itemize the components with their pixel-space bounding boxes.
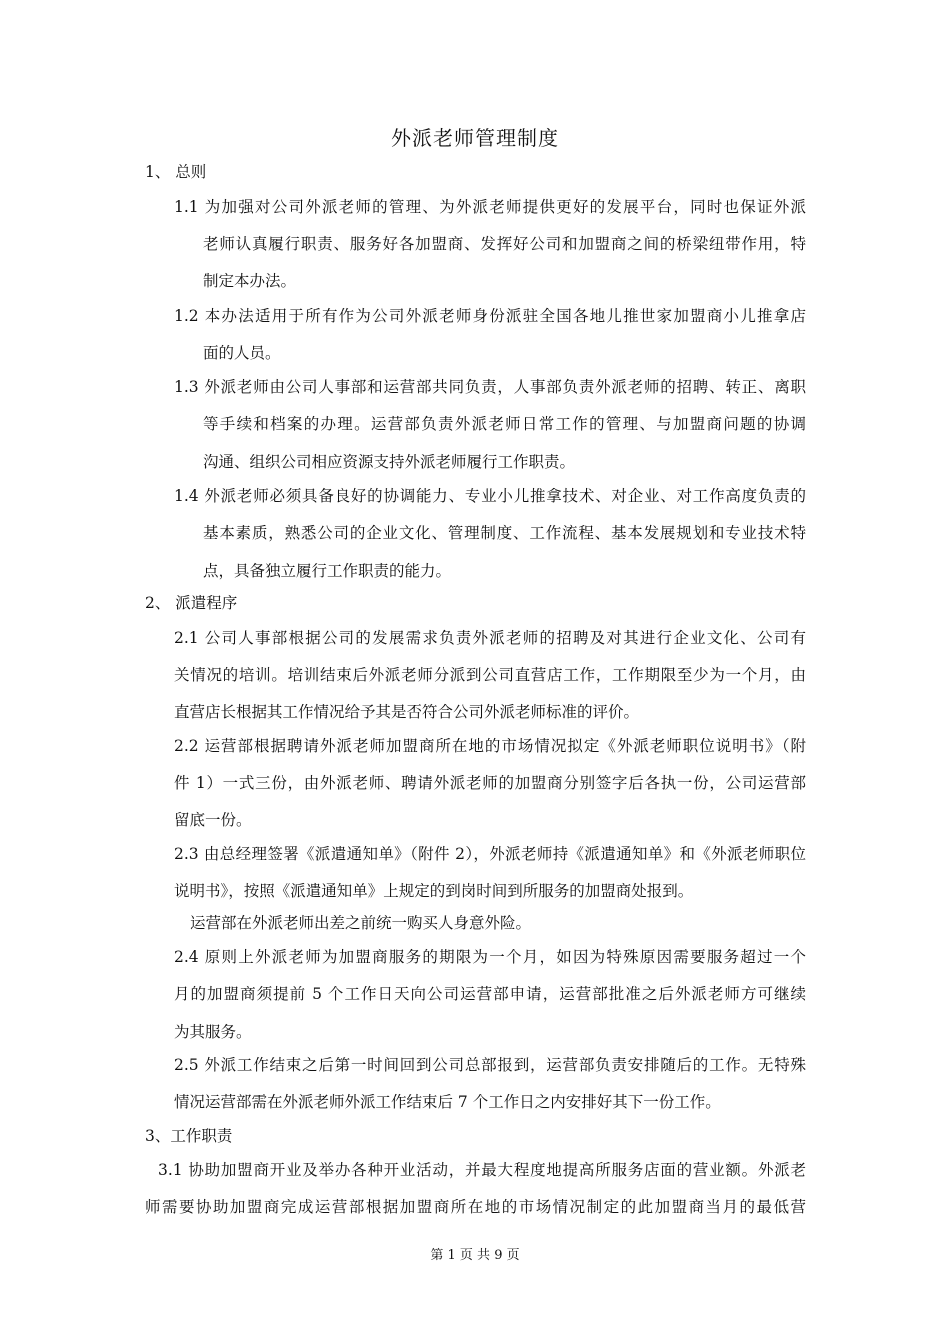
- paragraph-line: 沟通、组织公司相应资源支持外派老师履行工作职责。: [203, 453, 576, 471]
- paragraph-line: 运营部在外派老师出差之前统一购买人身意外险。: [190, 914, 532, 932]
- paragraph-line: 面的人员。: [203, 344, 281, 362]
- paragraph-line: 2.3 由总经理签署《派遣通知单》（附件 2），外派老师持《派遣通知单》和《外派老师职位: [174, 845, 806, 863]
- page-title: 外派老师管理制度: [391, 126, 559, 150]
- paragraph-line: 等手续和档案的办理。运营部负责外派老师日常工作的管理、与加盟商问题的协调: [203, 415, 806, 433]
- paragraph-line: 为其服务。: [174, 1023, 252, 1041]
- paragraph-line: 情况运营部需在外派老师外派工作结束后 7 个工作日之内安排好其下一份工作。: [174, 1093, 721, 1111]
- paragraph-line: 老师认真履行职责、服务好各加盟商、发挥好公司和加盟商之间的桥梁纽带作用，特: [203, 235, 806, 253]
- paragraph-line: 件 1）一式三份，由外派老师、聘请外派老师的加盟商分别签字后各执一份，公司运营部: [174, 774, 806, 792]
- paragraph-line: 3.1 协助加盟商开业及举办各种开业活动，并最大程度地提高所服务店面的营业额。外派老: [158, 1161, 806, 1179]
- paragraph-line: 1.3 外派老师由公司人事部和运营部共同负责，人事部负责外派老师的招聘、转正、离职: [174, 378, 806, 396]
- paragraph-line: 1.4 外派老师必须具备良好的协调能力、专业小儿推拿技术、对企业、对工作高度负责的: [174, 487, 806, 505]
- paragraph-line: 1.1 为加强对公司外派老师的管理、为外派老师提供更好的发展平台，同时也保证外派: [174, 198, 806, 216]
- paragraph-line: 2.1 公司人事部根据公司的发展需求负责外派老师的招聘及对其进行企业文化、公司有: [174, 629, 806, 647]
- paragraph-line: 直营店长根据其工作情况给予其是否符合公司外派老师标准的评价。: [174, 703, 640, 721]
- paragraph-line: 2.5 外派工作结束之后第一时间回到公司总部报到，运营部负责安排随后的工作。无特殊: [174, 1056, 806, 1074]
- paragraph-line: 说明书》，按照《派遣通知单》上规定的到岗时间到所服务的加盟商处报到。: [174, 882, 694, 900]
- paragraph-line: 点，具备独立履行工作职责的能力。: [203, 562, 452, 580]
- paragraph-line: 2.4 原则上外派老师为加盟商服务的期限为一个月，如因为特殊原因需要服务超过一个: [174, 948, 806, 966]
- paragraph-line: 月的加盟商须提前 5 个工作日天向公司运营部申请，运营部批准之后外派老师方可继续: [174, 985, 806, 1003]
- paragraph-line: 关情况的培训。培训结束后外派老师分派到公司直营店工作，工作期限至少为一个月，由: [174, 666, 806, 684]
- paragraph-line: 基本素质，熟悉公司的企业文化、管理制度、工作流程、基本发展规划和专业技术特: [203, 524, 806, 542]
- paragraph-line: 2.2 运营部根据聘请外派老师加盟商所在地的市场情况拟定《外派老师职位说明书》（附: [174, 737, 806, 755]
- paragraph-line: 1.2 本办法适用于所有作为公司外派老师身份派驻全国各地儿推世家加盟商小儿推拿店: [174, 307, 806, 325]
- paragraph-line: 制定本办法。: [203, 272, 297, 290]
- section-heading: 1、 总则: [145, 163, 207, 181]
- section-heading: 3、工作职责: [145, 1127, 233, 1145]
- paragraph-line: 留底一份。: [174, 811, 252, 829]
- paragraph-line: 师需要协助加盟商完成运营部根据加盟商所在地的市场情况制定的此加盟商当月的最低营: [145, 1198, 806, 1216]
- page-footer: 第 1 页 共 9 页: [430, 1248, 520, 1263]
- section-heading: 2、 派遣程序: [145, 594, 238, 612]
